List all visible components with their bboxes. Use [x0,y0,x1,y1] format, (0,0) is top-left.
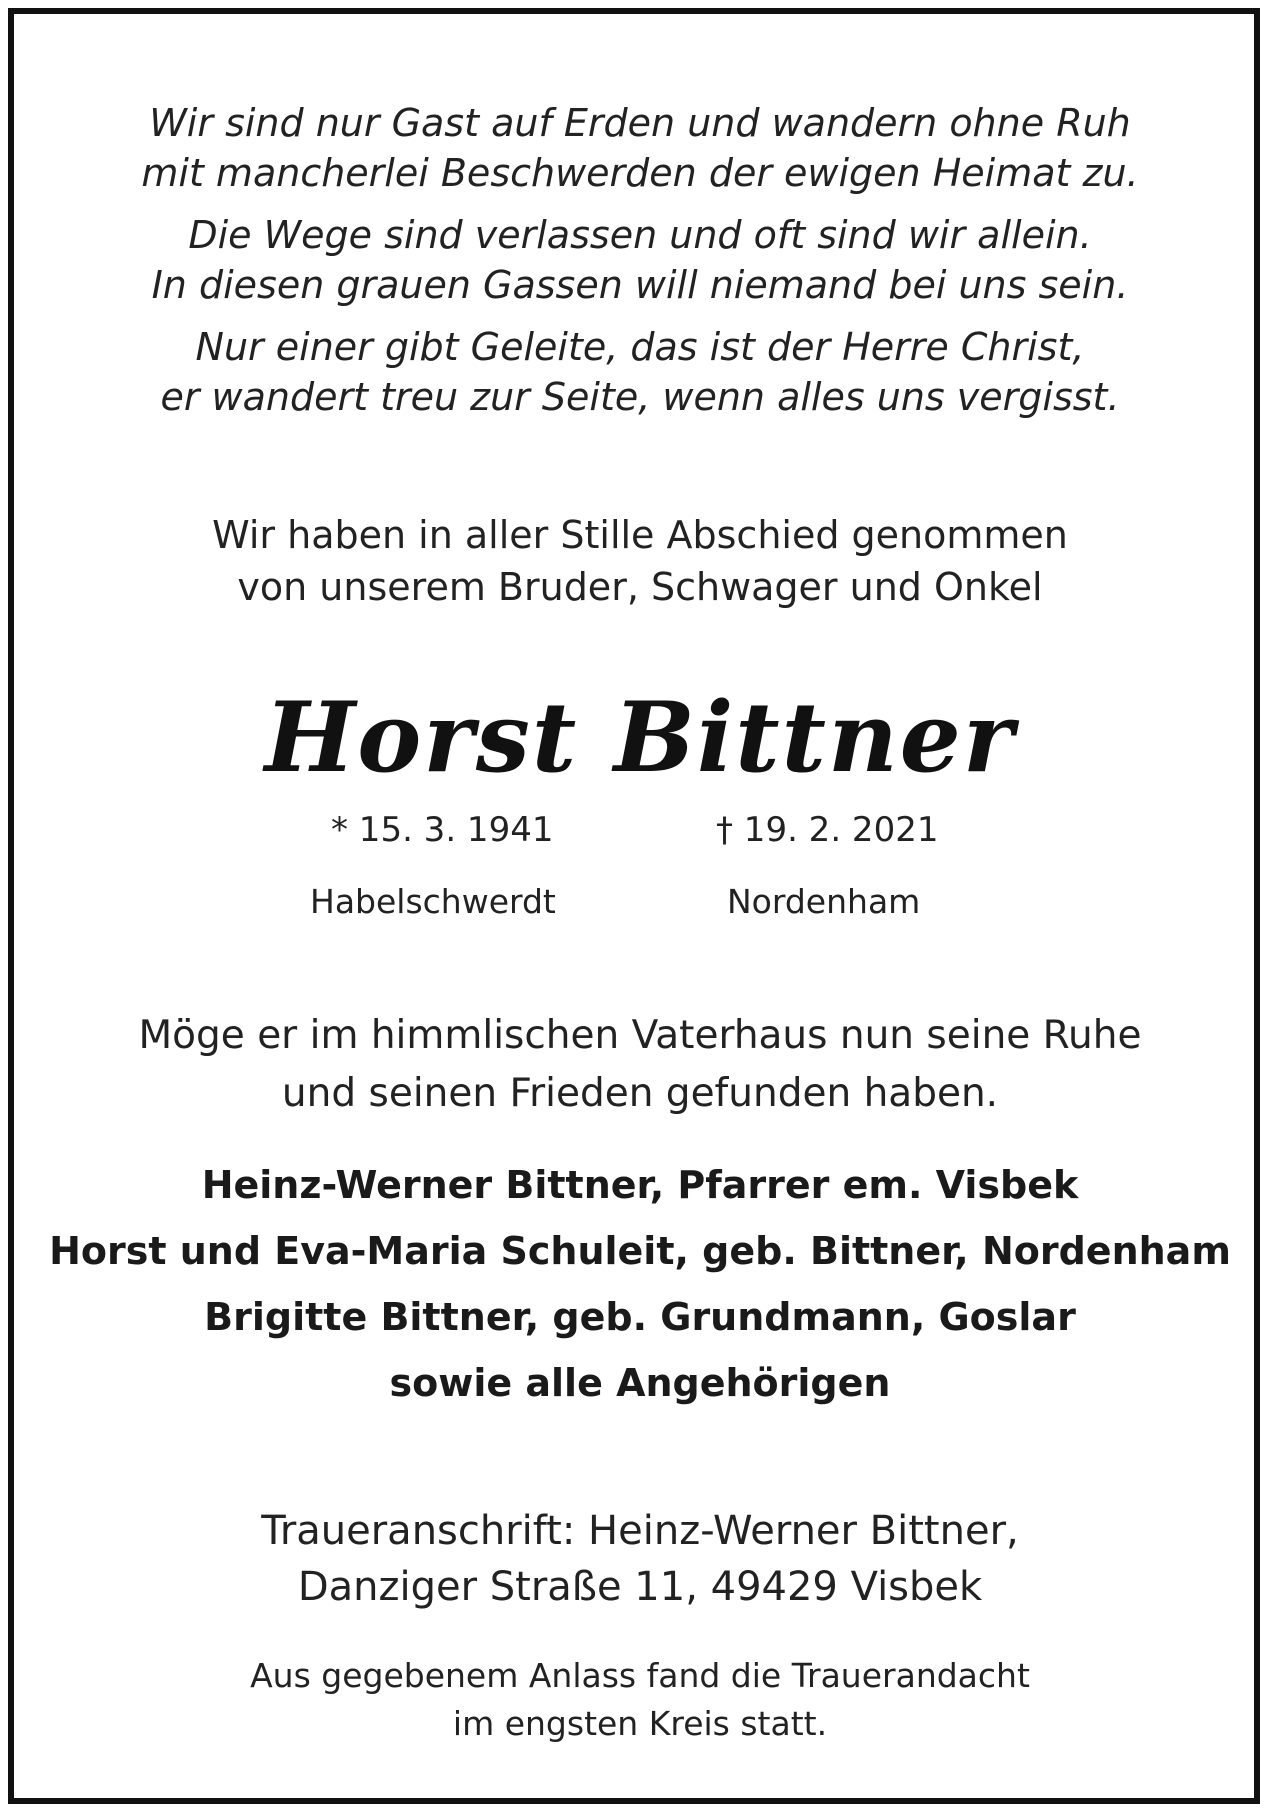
intro-line: von unserem Bruder, Schwager und Onkel [237,565,1043,609]
birth-place: Habelschwerdt [310,882,556,921]
wish-line: und seinen Frieden gefunden haben. [281,1071,999,1116]
wish-line: Möge er im himmlischen Vaterhaus nun seine Ruhe [138,1013,1142,1058]
intro-line: Wir haben in aller Stille Abschied genommen [212,513,1068,557]
deceased-name: Horst Bittner [264,681,1016,794]
poem [0,98,1280,434]
mourner-entry: sowie alle Angehörigen [389,1361,891,1405]
poem-line: Die Wege sind verlassen und oft sind wir allein. [188,213,1092,257]
note-line: Aus gegebenem Anlass fand die Trauerandacht [250,1656,1030,1695]
poem-stanza-2 [0,210,1280,310]
service-note [0,1652,1280,1748]
mourners-list [0,1152,1280,1416]
address-line: Traueranschrift: Heinz-Werner Bittner, [261,1508,1019,1554]
mourning-address [0,1503,1280,1615]
mourner-entry: Horst und Eva-Maria Schuleit, geb. Bittner, Nordenham [49,1229,1231,1273]
note-line: im engsten Kreis statt. [452,1704,828,1743]
death-date: † 19. 2. 2021 [716,810,939,850]
birth-date: * 15. 3. 1941 [331,810,554,850]
memorial-wish [0,1007,1280,1123]
poem-stanza-1 [0,98,1280,198]
poem-line: mit mancherlei Beschwerden der ewigen Heimat zu. [141,151,1139,195]
address-line: Danziger Straße 11, 49429 Visbek [297,1564,983,1610]
poem-line: Nur einer gibt Geleite, das ist der Herre Christ, [195,325,1085,369]
death-place: Nordenham [727,882,921,921]
poem-line: Wir sind nur Gast auf Erden und wandern ohne Ruh [149,101,1131,145]
poem-stanza-3 [0,322,1280,422]
farewell-intro [0,509,1280,613]
poem-line: er wandert treu zur Seite, wenn alles uns vergisst. [160,375,1120,419]
mourner-entry: Brigitte Bittner, geb. Grundmann, Goslar [204,1295,1076,1339]
mourner-entry: Heinz-Werner Bittner, Pfarrer em. Visbek [201,1163,1079,1207]
poem-line: In diesen grauen Gassen will niemand bei uns sein. [151,263,1129,307]
